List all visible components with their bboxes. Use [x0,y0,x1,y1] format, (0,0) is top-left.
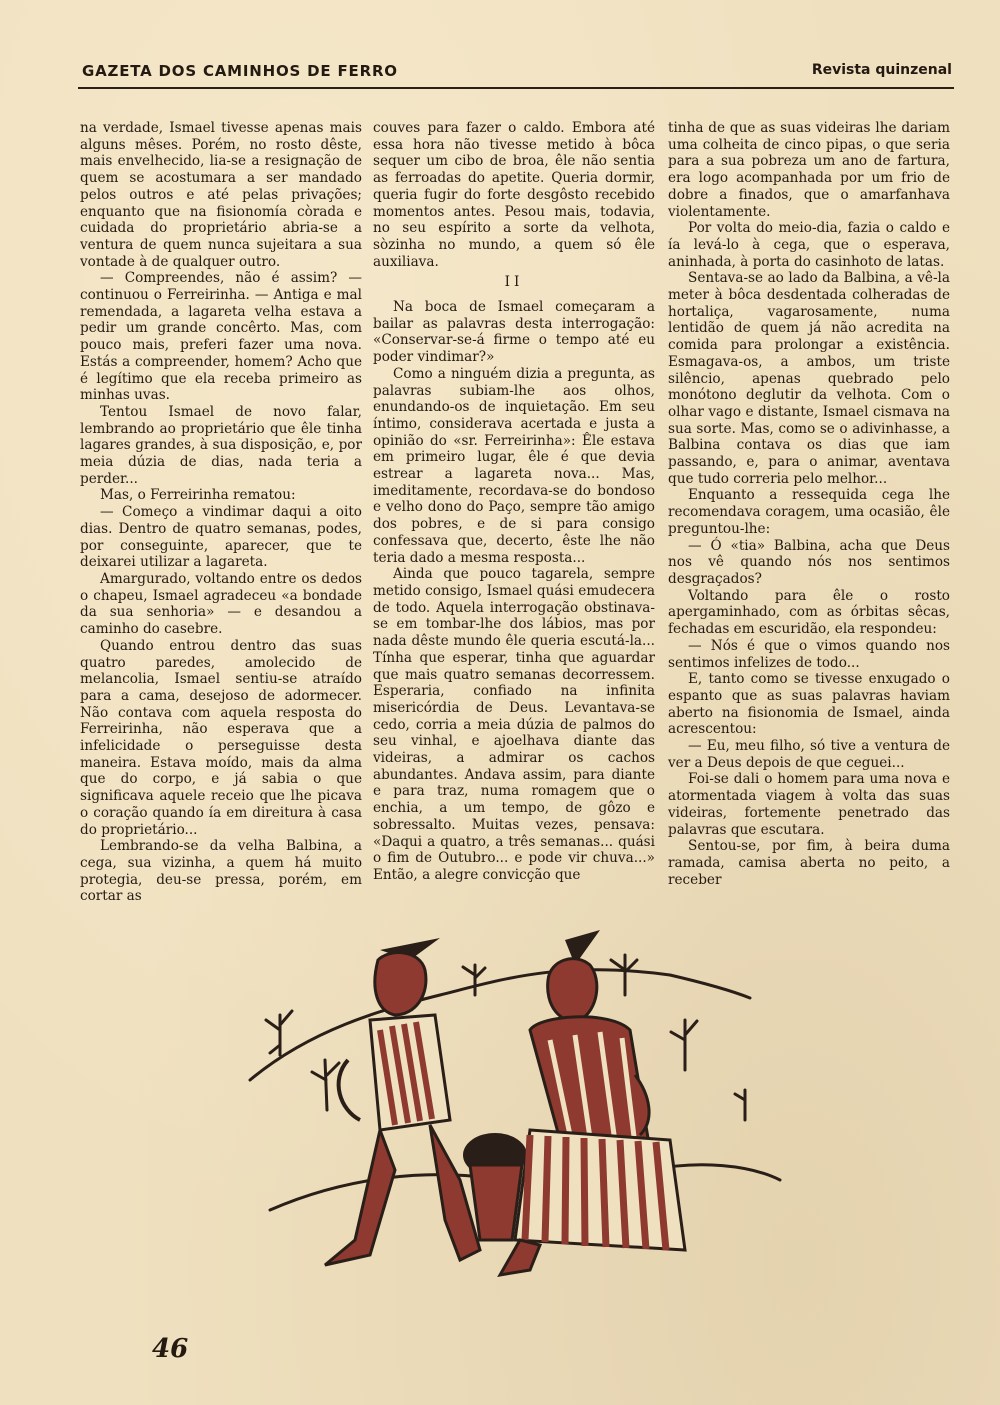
basket-body [470,1165,522,1240]
vine-stump [735,1090,745,1120]
hill-line [670,975,750,998]
paragraph: Voltando para êle o rosto apergaminhado, com as órbitas sêcas, fechadas em escuridão, ela respondeu: [668,587,950,638]
peasant-man [325,938,480,1265]
vine-stump [671,1020,697,1070]
paragraph: — Compreendes, não é assim? — continuou o Ferreirinha. — Antiga e mal remendada, a lagareta velha estava a pedir um grande concêrto. Mas, com pouco mais, preferi fazer uma nova. Estás a compreender, homem? Acho que é legítimo que ela receba primeiro as minhas uvas. [80,270,362,404]
paragraph: Enquanto a ressequida cega lhe recomendava coragem, uma ocasião, êle preguntou-lhe: [668,487,950,537]
vine-stump [463,965,485,995]
paragraph: tinha de que as suas videiras lhe dariam uma colheita de cinco pipas, o que seria para a sua pobreza um ano de fartura, era logo acompanhada por um frio de dobre a finados, que o amarfanhava violentamente. [668,120,950,220]
paragraph: Amargurado, voltando entre os dedos o chapeu, Ismael agradeceu «a bondade da sua senhoria» — e desandou a caminho do casebre. [80,570,362,638]
paragraph: Foi-se dali o homem para uma nova e atormentada viagem à volta das suas videiras, fortemente penetrado das palavras que escutara. [668,771,950,838]
publication-title: GAZETA DOS CAMINHOS DE FERRO [82,62,398,80]
vine-stump [611,955,637,995]
paragraph: Quando entrou dentro das suas quatro paredes, amolecido de melancolia, Ismael sentiu-se atraído para a cama, desejoso de adormecer. Não contava com aquela resposta do Ferreirinha, não esperava que a infelicidade o perseguisse desta maneira. Estava moído, mais da alma que do corpo, e já sabia o que significava aquele receio que lhe picava o coração quando ía em direitura à casa do proprietário... [80,637,362,838]
vine-stump [266,1011,292,1055]
paragraph: Lembrando-se da velha Balbina, a cega, sua vizinha, a quem há muito protegia, deu-se pressa, porém, em cortar as [80,838,362,905]
paragraph: Mas, o Ferreirinha rematou: [100,487,296,504]
peasant-woman [500,930,685,1275]
paragraph: Na boca de Ismael começaram a bailar as palavras desta interrogação: «Conservar-se-á firme o tempo até eu poder vindimar?» [373,299,655,366]
paragraph: Tentou Ismael de novo falar, lembrando ao proprietário que êle tinha lagares grandes, à sua disposição, e, por meia dúzia de dias, nada teria a perder... [80,403,362,487]
paragraph: Sentava-se ao lado da Balbina, a vê-la meter à bôca desdentada colheradas de hortaliça, vagarosamente, numa lentidão de quem já não acredita na comida para prolongar a existência. Esmagava-os, a ambos, um triste silêncio, apenas quebrado pelo monótono deglutir da velhota. Com o olhar vago e distante, Ismael cismava na sua sorte. Mas, como se o adivinhasse, a Balbina contava os dias que iam passando, e, para o animar, aventava que tudo correria pelo melhor... [668,270,950,487]
paragraph: Ainda que pouco tagarela, sempre metido consigo, Ismael quási emudecera de todo. Aquela interrogação obstinava-se em tombar-lhe dos lábios, mas por nada dêste mundo êle queria escutá-la... Tínha que esperar, tinha que aguardar que mais quatro semanas decorressem. Esperaria, confiado na infinita misericórdia de Deus. Levantava-se cedo, corria a meia dúzia de palmos do seu vinhal, e ajoelhava diante das videiras, a admirar os cachos abundantes. Andava assim, para diante e para traz, numa romagem que o enchia, a um tempo, de gôzo e sobressalto. Muitas vezes, pensava: «Daqui a quatro, a três semanas... quási o fim de Outubro... e pode vir chuva...» Então, a alegre convicção que [373,566,655,883]
text-column-2 [373,120,655,884]
paragraph: — Nós é que o vimos quando nos sentimos infelizes de todo... [668,637,950,671]
paragraph: na verdade, Ismael tivesse apenas mais alguns mêses. Porém, no rosto dêste, mais envelhecido, lia-se a resignação de quem se acostumara a ser mandado pelos outros e até pelas privações; enquanto que na fisionomía còrada e cuidada do proprietário abria-se a ventura de quem nunca sujeitara a sua vontade à de qualquer outro. [80,120,362,270]
paragraph: Como a ninguém dizia a pregunta, as palavras subiam-lhe aos olhos, enundando-os de inquietação. Em seu íntimo, considerava acertada e justa a opinião do «sr. Ferreirinha»: Êle estava em primeiro lugar, êle é que devia estrear a lagareta nova... Mas, imeditamente, recordava-se do bondoso e velho dono do Paço, sempre tão amigo dos pobres, e de si para consigo confessava que, decerto, êste lhe não teria dado a mesma resposta... [373,365,655,566]
vine-stump [312,1060,339,1110]
header-rule [78,87,954,89]
running-header [82,62,952,90]
text-column-1 [80,120,362,905]
section-number: II [504,274,524,291]
paragraph: Por volta do meio-dia, fazia o caldo e ía levá-lo à cega, que o esperava, aninhada, à porta do casinhoto de latas. [668,220,950,270]
text-column-3 [668,120,950,888]
paragraph: — Ó «tia» Balbina, acha que Deus nos vê quando nós nos sentimos desgraçados? [668,537,950,587]
woodcut-illustration [230,920,790,1300]
publication-frequency: Revista quinzenal [811,62,952,78]
page-number: 46 [152,1334,189,1364]
paragraph: — Eu, meu filho, só tive a ventura de ver a Deus depois de que ceguei... [668,738,950,771]
paragraph: couves para fazer o caldo. Embora até essa hora não tivesse metido à bôca sequer um cibo de broa, êle não sentia as ferroadas do apetite. Queria dormir, queria fugir do forte desgôsto recebido momentos antes. Pesou mais, todavia, no seu espírito a sorte da velhota, sòzinha no mundo, a quem só êle auxiliava. [373,120,655,270]
paragraph: Sentou-se, por fim, à beira duma ramada, camisa aberta no peito, a receber [668,838,950,888]
paragraph: E, tanto como se tivesse enxugado o espanto que as suas palavras haviam aberto na fisionomia de Ismael, ainda acrescentou: [668,671,950,738]
paragraph: — Começo a vindimar daqui a oito dias. Dentro de quatro semanas, podes, por conseguinte, aparecer, que te deixarei utilizar a lagareta. [80,504,362,571]
